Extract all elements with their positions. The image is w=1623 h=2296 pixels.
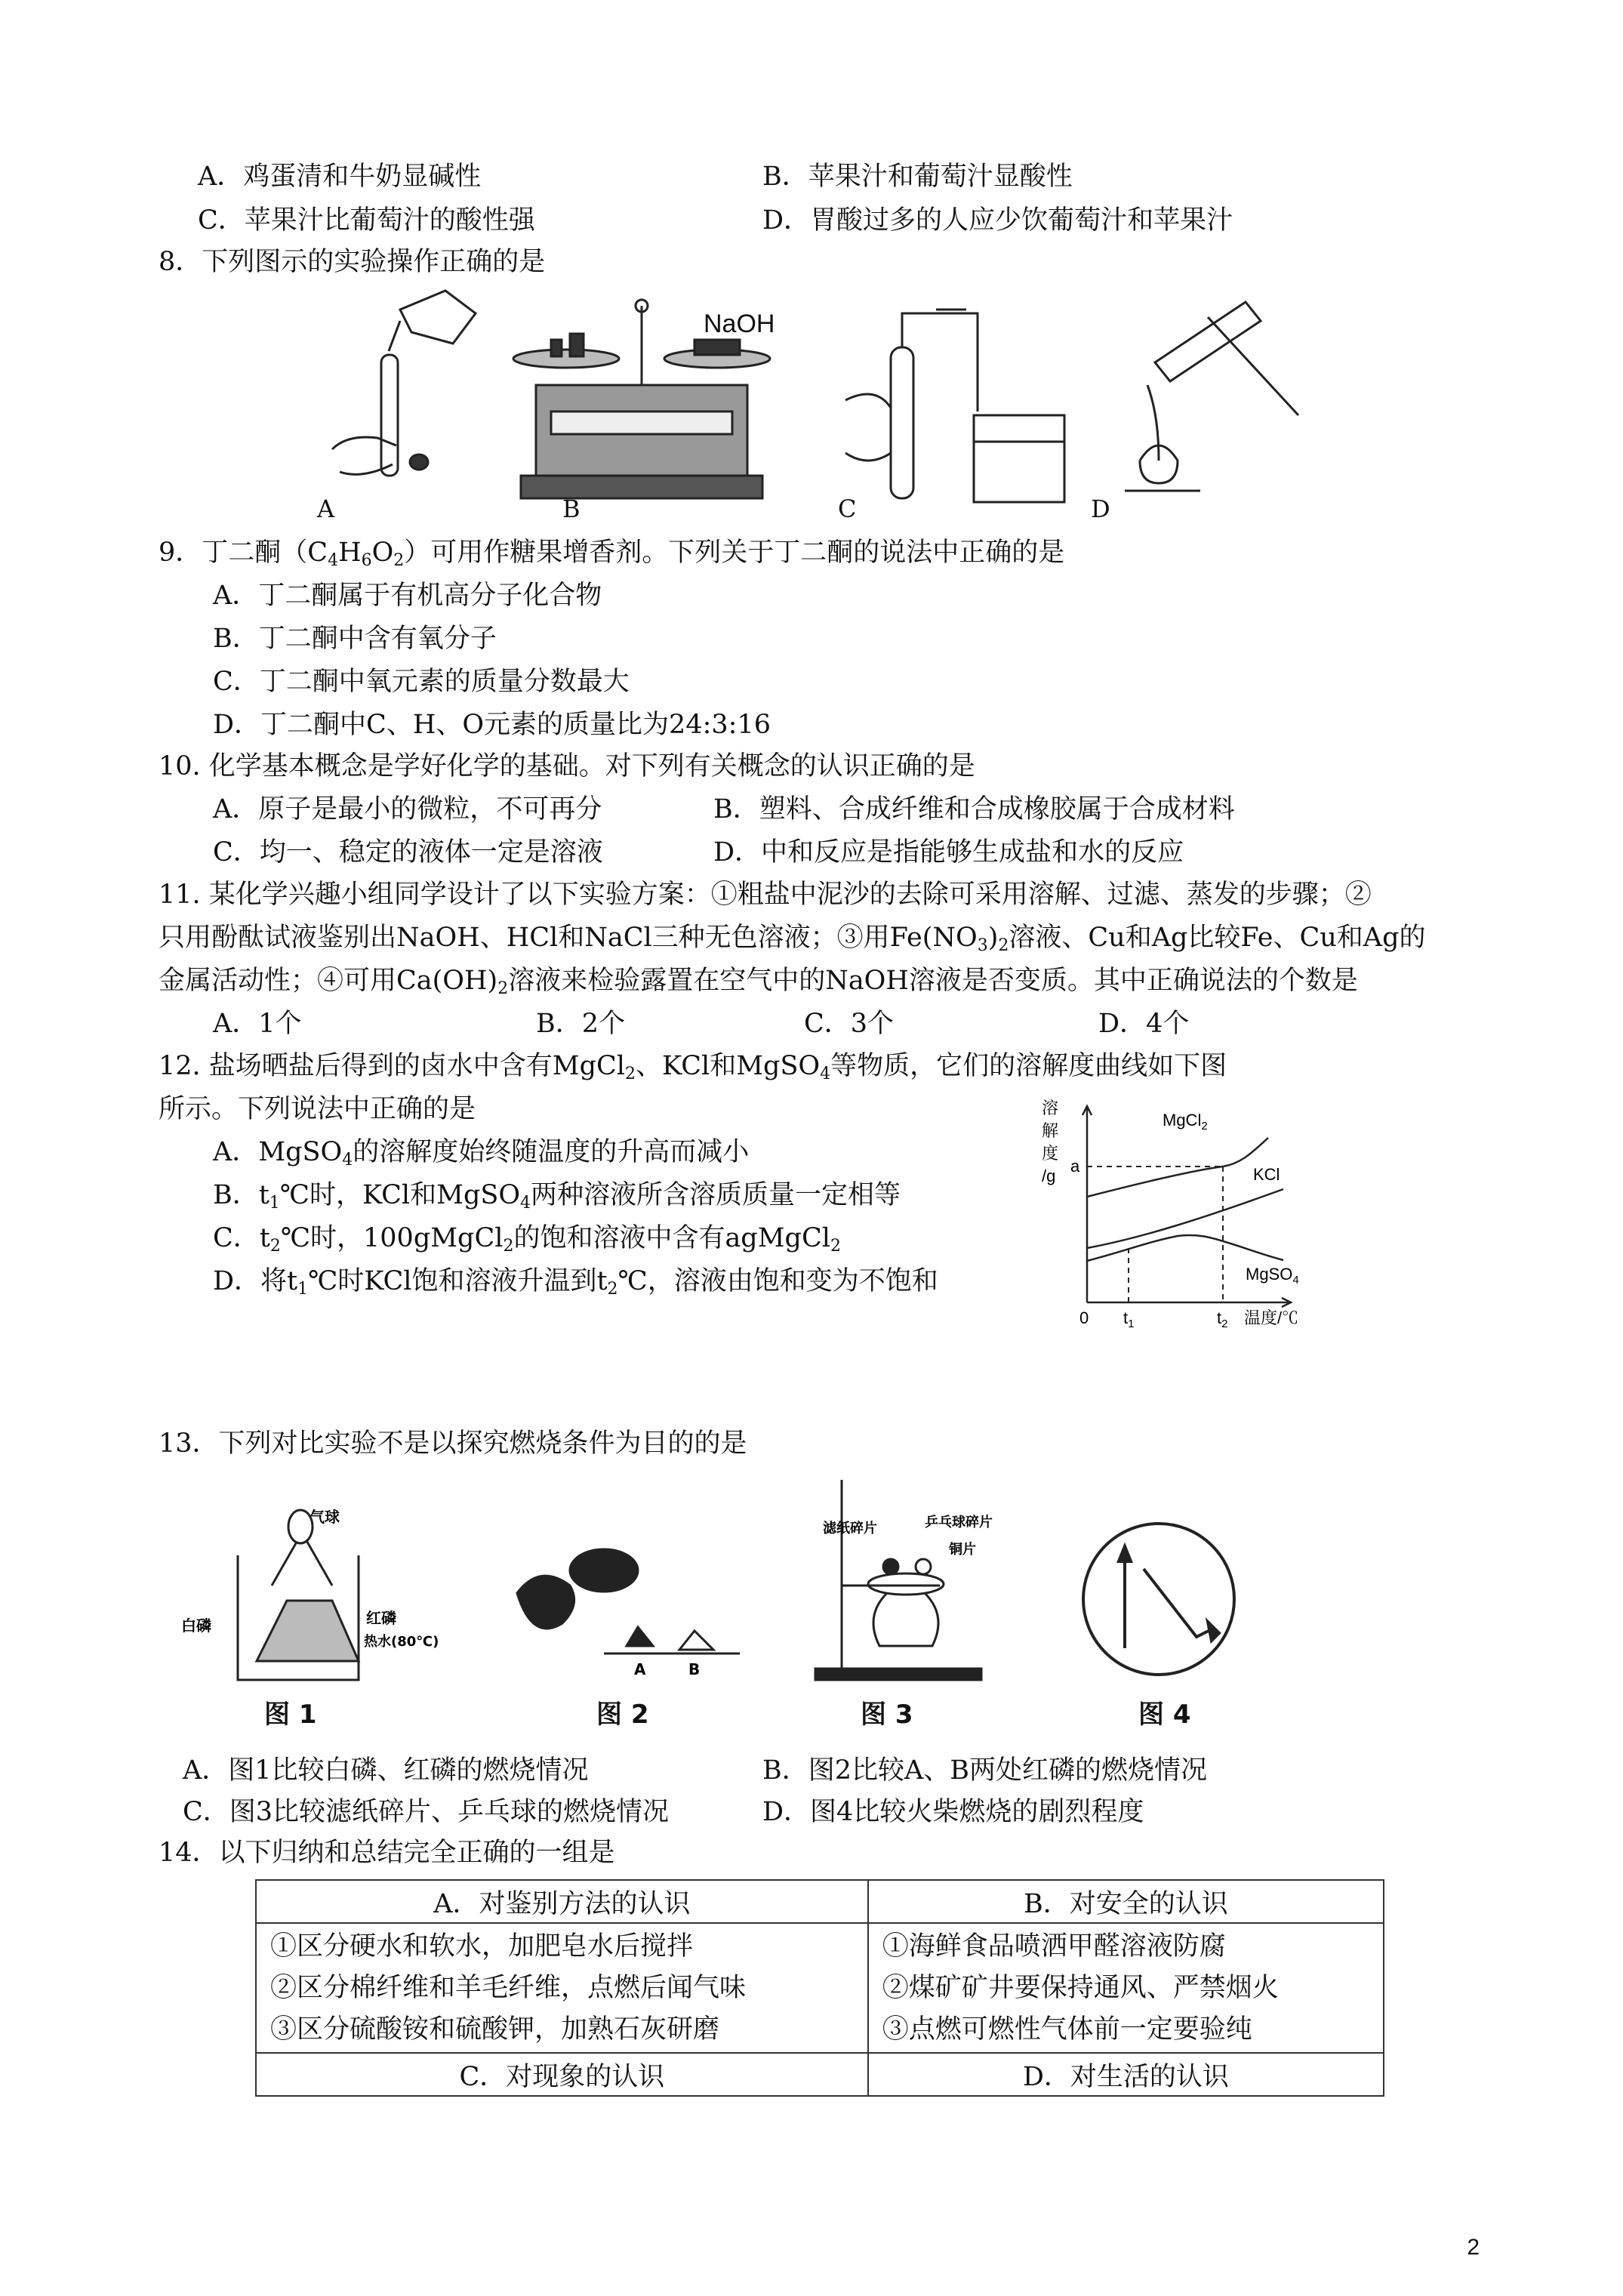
fig2-a-label: A	[634, 1660, 646, 1678]
fig1-hot-water-label: 热水(80℃)	[364, 1634, 439, 1650]
q9-option-d: D．丁二酮中C、H、O元素的质量比为24:3:16	[213, 710, 771, 740]
chart-series-mgso4: MgSO$_4$	[1246, 1265, 1299, 1287]
chart-ylabel-3: 度	[1042, 1144, 1059, 1163]
q8-stem: 8．下列图示的实验操作正确的是	[159, 247, 546, 277]
q9-option-c: C．丁二酮中氧元素的质量分数最大	[213, 667, 630, 697]
q14-head-b: B．对安全的认识	[868, 1880, 1384, 1923]
q7-option-a: A．鸡蛋清和牛奶显碱性	[198, 162, 482, 192]
q7-option-b: B．苹果汁和葡萄汁显酸性	[762, 162, 1073, 192]
q13-option-d: D．图4比较火柴燃烧的剧烈程度	[762, 1797, 1144, 1827]
q11-option-b: B．2个	[536, 1009, 625, 1039]
q12-line-1: 12. 盐场晒盐后得到的卤水中含有MgCl$_2$、KCl和MgSO$_4$等物质，它们的溶解度曲线如下图	[159, 1051, 1227, 1083]
q11-line-2: 只用酚酞试液鉴别出NaOH、HCl和NaCl三种无色溶液；③用$Fe(NO_3)_2$溶液、Cu和Ag比较Fe、Cu和Ag的	[159, 923, 1426, 955]
q12-option-c: C．$t_2℃$时，100gMgCl$_2$的饱和溶液中含有agMgCl$_2$	[213, 1223, 841, 1256]
chart-series-kcl: KCl	[1253, 1165, 1280, 1184]
q12-solubility-chart	[1027, 1099, 1344, 1330]
chart-origin: 0	[1079, 1308, 1089, 1327]
fig3-pingpong-label: 乒乓球碎片	[925, 1515, 993, 1530]
q9-option-a: A．丁二酮属于有机高分子化合物	[213, 581, 602, 611]
chart-t1: $t_1$	[1123, 1308, 1135, 1330]
q8-figure-d-heating	[1125, 302, 1298, 491]
q13-fig3-caption: 图 3	[861, 1700, 913, 1730]
q12-option-a: A．MgSO$_4$的溶解度始终随温度的升高而减小	[213, 1137, 750, 1170]
fig3-copper-label: 铜片	[949, 1542, 976, 1558]
q11-option-d: D．4个	[1098, 1009, 1190, 1039]
fig2-b-label: B	[688, 1660, 701, 1678]
q13-figure-3	[812, 1472, 1030, 1684]
q10-option-c: C．均一、稳定的液体一定是溶液	[213, 837, 603, 868]
q8-figure-c-airtight	[845, 310, 1064, 502]
q8-naoh-label: NaOH	[704, 310, 775, 338]
fig1-red-p-label: 红磷	[366, 1609, 396, 1627]
chart-a-label: a	[1070, 1157, 1080, 1176]
q8-figure-a-pouring	[332, 291, 476, 476]
q13-fig1-caption: 图 1	[264, 1700, 317, 1730]
q13-figure-4	[1072, 1516, 1246, 1686]
q7-option-c: C．苹果汁比葡萄汁的酸性强	[198, 205, 535, 236]
q8-figures	[317, 287, 1329, 529]
q10-option-a: A．原子是最小的微粒，不可再分	[213, 794, 602, 824]
q14-head-d: D．对生活的认识	[868, 2053, 1384, 2096]
q14-group-b: ①海鲜食品喷洒甲醛溶液防腐 ②煤矿矿井要保持通风、严禁烟火 ③点燃可燃性气体前一定要验纯	[868, 1923, 1384, 2053]
q10-option-d: D．中和反应是指能够生成盐和水的反应	[713, 837, 1184, 868]
fig3-paper-label: 滤纸碎片	[823, 1521, 877, 1536]
q13-figure-2	[513, 1540, 740, 1691]
q8-label-a-text: A	[317, 495, 335, 523]
chart-xlabel: 温度/℃	[1244, 1308, 1299, 1327]
q13-fig2-caption: 图 2	[596, 1700, 649, 1730]
q13-figure-1	[174, 1508, 439, 1691]
q13-fig4-caption: 图 4	[1138, 1700, 1191, 1730]
q13-option-b: B．图2比较A、B两处红磷的燃烧情况	[762, 1755, 1207, 1786]
series-kcl	[1087, 1189, 1283, 1248]
q8-label-b-text: B	[562, 495, 581, 523]
q9-option-b: B．丁二酮中含有氧分子	[213, 624, 497, 654]
q11-option-c: C．3个	[804, 1009, 895, 1039]
page-number: 2	[1467, 2235, 1480, 2260]
q14-group-a: ①区分硬水和软水，加肥皂水后搅拌 ②区分棉纤维和羊毛纤维，点燃后闻气味 ③区分硫酸铵和硫酸钾，加熟石灰研磨	[256, 1923, 868, 2053]
q13-stem: 13．下列对比实验不是以探究燃烧条件为目的的是	[159, 1428, 747, 1459]
q12-option-b: B．$t_1℃$时，KCl和MgSO$_4$两种溶液所含溶质质量一定相等	[213, 1180, 901, 1213]
fig1-balloon-label: 气球	[310, 1508, 340, 1526]
q10-option-b: B．塑料、合成纤维和合成橡胶属于合成材料	[713, 794, 1235, 824]
chart-ylabel-4: /g	[1042, 1166, 1056, 1185]
q9-stem: 9．丁二酮$(C_4H_6O_2)$可用作糖果增香剂。下列关于丁二酮的说法中正确的是	[159, 538, 1065, 570]
chart-series-mgcl2: MgCl$_2$	[1163, 1111, 1208, 1133]
fig1-white-p-label: 白磷	[181, 1616, 211, 1635]
q13-option-a: A．图1比较白磷、红磷的燃烧情况	[183, 1755, 589, 1786]
q14-table	[255, 1879, 1384, 2097]
q11-line-1: 11. 某化学兴趣小组同学设计了以下实验方案：①粗盐中泥沙的去除可采用溶解、过滤、蒸发的步骤；②	[159, 880, 1372, 910]
q14-stem: 14．以下归纳和总结完全正确的一组是	[159, 1838, 615, 1868]
q8-label-d-text: D	[1091, 495, 1110, 523]
q7-option-d: D．胃酸过多的人应少饮葡萄汁和苹果汁	[762, 205, 1233, 236]
chart-ylabel-1: 溶	[1042, 1099, 1059, 1117]
q13-option-c: C．图3比较滤纸碎片、乒乓球的燃烧情况	[183, 1797, 670, 1827]
q11-option-a: A．1个	[213, 1009, 302, 1039]
q12-option-d: D．将$t_1℃$时KCl饱和溶液升温到$t_2℃$，溶液由饱和变为不饱和	[213, 1266, 938, 1299]
q14-head-a: A．对鉴别方法的认识	[256, 1880, 868, 1923]
q12-line-2: 所示。下列说法中正确的是	[159, 1094, 476, 1124]
chart-ylabel-2: 解	[1042, 1121, 1059, 1140]
q14-head-c: C．对现象的认识	[256, 2053, 868, 2096]
series-mgso4	[1087, 1235, 1283, 1261]
q11-line-3: 金属活动性；④可用$Ca(OH)_2$溶液来检验露置在空气中的NaOH溶液是否变质。其中正确说法的个数是	[159, 966, 1358, 998]
chart-t2: $t_2$	[1217, 1308, 1228, 1330]
q8-label-c-text: C	[838, 495, 857, 523]
q10-stem: 10. 化学基本概念是学好化学的基础。对下列有关概念的认识正确的是	[159, 751, 975, 781]
